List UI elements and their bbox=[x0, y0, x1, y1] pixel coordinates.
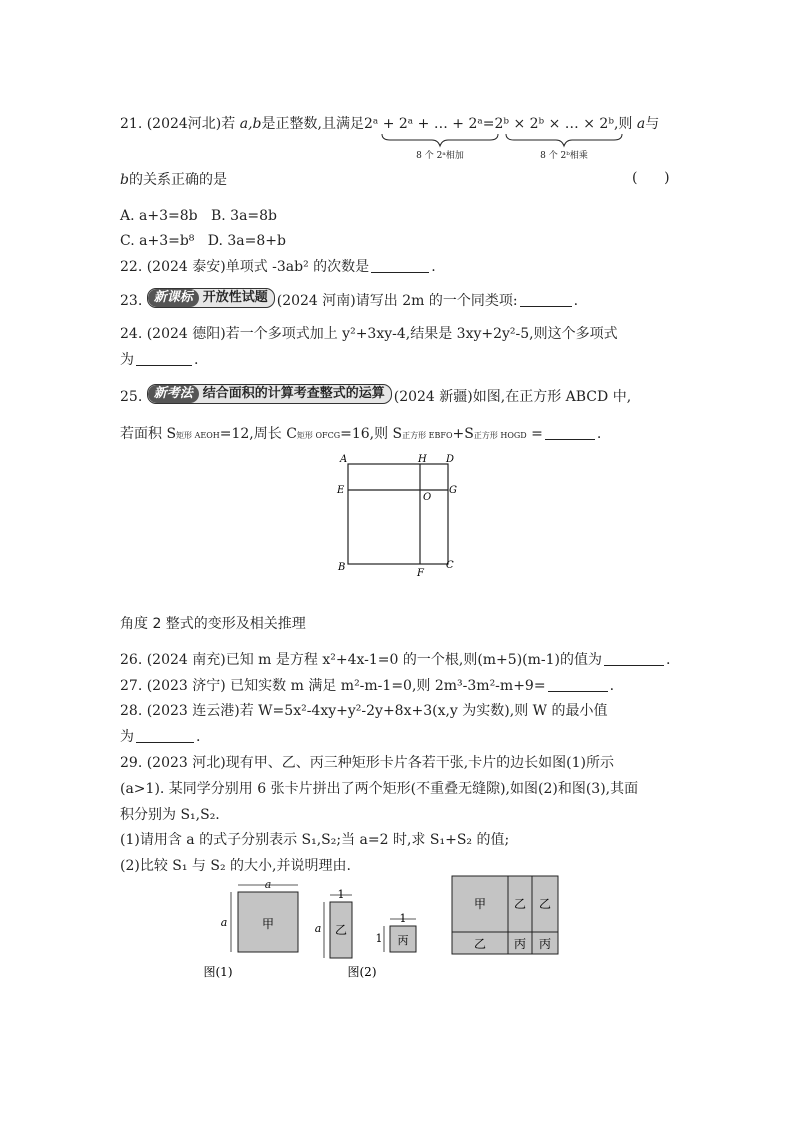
card-bing-label: 丙 bbox=[397, 934, 409, 947]
label-b: B bbox=[338, 562, 346, 573]
cards-figure bbox=[180, 870, 780, 990]
q25-tag: 新考法 结合面积的计算考查整式的运算 bbox=[147, 384, 392, 404]
q29-line1: 29. (2023 河北)现有甲、乙、丙三种矩形卡片各若干张,卡片的边长如图(1)所示 bbox=[120, 755, 614, 771]
q28-line2: 为 . bbox=[120, 729, 201, 745]
label-o: O bbox=[423, 492, 432, 503]
q21-line2: b的关系正确的是 bbox=[120, 172, 227, 188]
yi-left-a: a bbox=[314, 922, 322, 935]
q27: 27. (2023 济宁) 已知实数 m 满足 m²-m-1=0,则 2m³-3m²-m+9= . bbox=[120, 678, 615, 694]
q21-lhs: 2ᵃ + 2ᵃ + … + 2ᵃ bbox=[363, 116, 483, 132]
composite-yi-1-label: 乙 bbox=[513, 897, 527, 911]
q21-options-ab: A. a+3=8b B. 3a=8b bbox=[120, 208, 278, 224]
q29-line2: (a>1). 某同学分别用 6 张卡片拼出了两个矩形(不重叠无缝隙),如图(2)和图(3),其面 bbox=[120, 781, 639, 797]
q23-tag: 新课标 开放性试题 bbox=[147, 288, 275, 308]
q28-line1: 28. (2023 连云港)若 W=5x²-4xy+y²-2y+8x+3(x,y 为实数),则 W 的最小值 bbox=[120, 703, 608, 719]
jia-left-a: a bbox=[220, 916, 228, 929]
label-h: H bbox=[418, 454, 427, 465]
bing-left-one: 1 bbox=[375, 932, 383, 945]
section-heading: 角度 2 整式的变形及相关推理 bbox=[120, 616, 306, 632]
q25-line1: 25. 新考法 结合面积的计算考查整式的运算 (2024 新疆)如图,在正方形 ABCD 中, bbox=[120, 386, 632, 405]
composite-bing-1-label: 丙 bbox=[513, 937, 527, 951]
label-g: G bbox=[449, 485, 457, 496]
label-c: C bbox=[446, 560, 454, 571]
q23: 23. 新课标 开放性试题 (2024 河南)请写出 2m 的一个同类项: . bbox=[120, 290, 579, 309]
q29-line5: (2)比较 S₁ 与 S₂ 的大小,并说明理由. bbox=[120, 858, 351, 874]
square-figure bbox=[334, 450, 474, 580]
q29-line4: (1)请用含 a 的式子分别表示 S₁,S₂;当 a=2 时,求 S₁+S₂ 的值; bbox=[120, 832, 510, 848]
composite-yi-2-label: 乙 bbox=[538, 897, 552, 911]
q21-rhs: 2ᵇ × 2ᵇ × … × 2ᵇ bbox=[494, 116, 614, 132]
composite-jia-label: 甲 bbox=[473, 897, 487, 911]
q21-brace-right-label: 8 个 2ᵇ相乘 bbox=[540, 151, 588, 161]
q21-braces bbox=[0, 132, 794, 162]
composite-bing-2-label: 丙 bbox=[538, 937, 552, 951]
q21-answer-paren: ( ) bbox=[632, 170, 670, 186]
card-jia-label: 甲 bbox=[261, 917, 275, 931]
q25-line2: 若面积 S矩形 AEOH=12,周长 C矩形 OFCG=16,则 S正方形 EBFO+S正方形 HOGD = . bbox=[120, 426, 602, 442]
composite-yi-3-label: 乙 bbox=[473, 937, 487, 951]
q21-brace-left-label: 8 个 2ᵃ相加 bbox=[416, 151, 464, 161]
fig1-caption: 图(1) bbox=[203, 965, 233, 979]
q24-line1: 24. (2024 德阳)若一个多项式加上 y²+3xy-4,结果是 3xy+2y²-5,则这个多项式 bbox=[120, 326, 618, 342]
card-yi-label: 乙 bbox=[334, 923, 348, 937]
q22: 22. (2024 泰安)单项式 -3ab² 的次数是 . bbox=[120, 259, 436, 275]
label-f: F bbox=[417, 568, 424, 579]
label-d: D bbox=[446, 454, 455, 465]
q21-options-cd: C. a+3=b⁸ D. 3a=8+b bbox=[120, 233, 286, 249]
label-a: A bbox=[340, 454, 348, 465]
q24-line2: 为 . bbox=[120, 352, 199, 368]
jia-top-a: a bbox=[264, 878, 272, 891]
bing-top-one: 1 bbox=[399, 912, 407, 925]
q21-line1: 21. (2024河北)若 a,b是正整数,且满足2ᵃ + 2ᵃ + … + 2ᵃ=2ᵇ × 2ᵇ × … × 2ᵇ,则 a与 bbox=[120, 116, 660, 132]
fig2-caption: 图(2) bbox=[347, 965, 377, 979]
label-e: E bbox=[337, 485, 345, 496]
yi-top-one: 1 bbox=[337, 888, 345, 901]
square-abcd bbox=[348, 464, 448, 564]
q29-line3: 积分别为 S₁,S₂. bbox=[120, 807, 220, 823]
q26: 26. (2024 南充)已知 m 是方程 x²+4x-1=0 的一个根,则(m+5)(m-1)的值为 . bbox=[120, 652, 671, 668]
